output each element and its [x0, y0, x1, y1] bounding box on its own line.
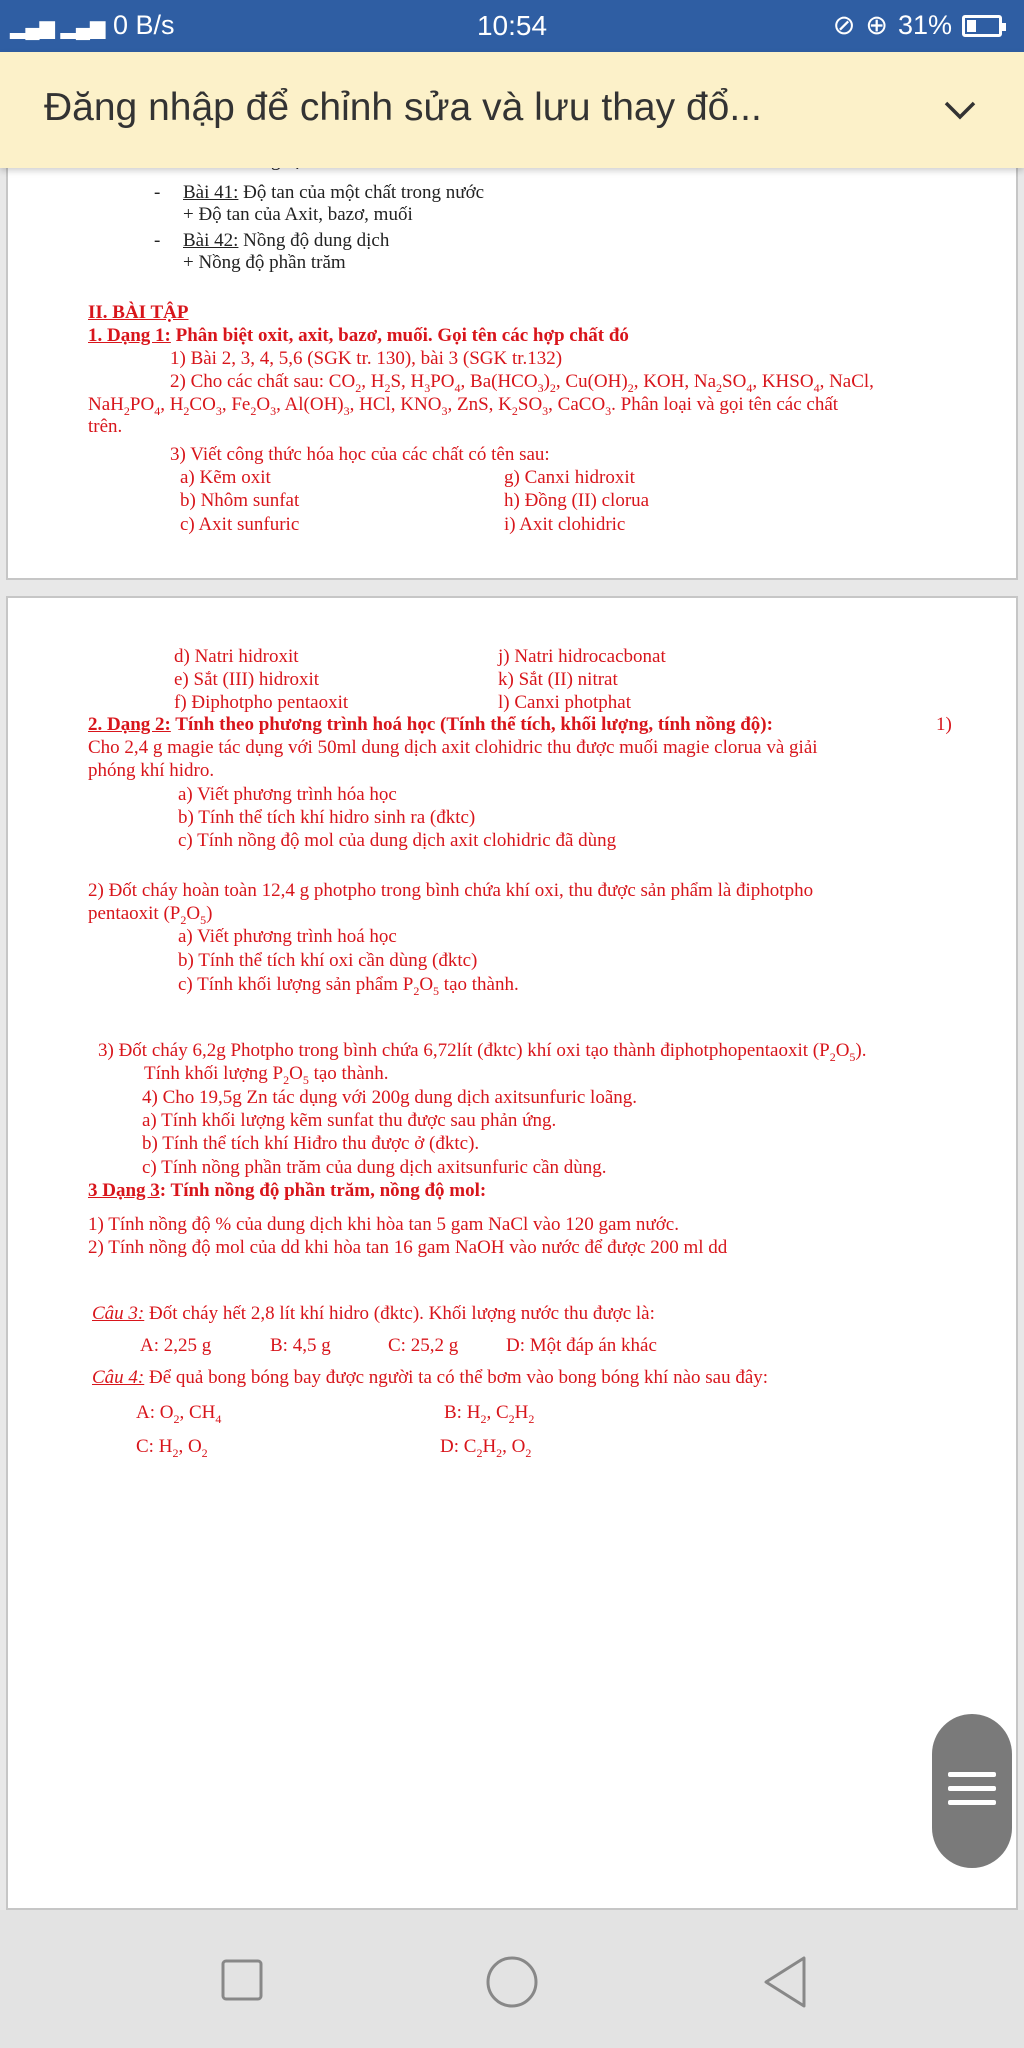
signal-icon: ▂▄▆ ▂▄▆ — [10, 17, 106, 39]
d1-question-2-tail: trên. — [88, 416, 123, 437]
d3-item: 1) Tính nồng độ % của dung dịch khi hòa tan 5 gam NaCl vào 120 gam nước. — [88, 1214, 679, 1235]
section-heading: II. BÀI TẬP — [88, 302, 189, 323]
status-bar — [0, 0, 1024, 52]
d1-question-3: 3) Viết công thức hóa học của các chất có tên sau: — [170, 444, 550, 465]
d2-q2-item-c: c) Tính khối lượng sản phẩm $P_2O_5$ tạo thành. — [178, 974, 519, 998]
d2-q1-item: c) Tính nồng độ mol của dung dịch axit clohidric đã dùng — [178, 830, 617, 851]
navigation-bar — [0, 1910, 1024, 2048]
d2-q2-line2: pentaoxit $(P_2O_5)$ — [88, 903, 213, 927]
d2-q2-line1: 2) Đốt cháy hoàn toàn 12,4 g photpho trong bình chứa khí oxi, thu được sản phẩm là điphotpho — [88, 880, 814, 901]
cau4-option-b: B: $H_2$, $C_2H_2$ — [444, 1402, 535, 1426]
clock: 10:54 — [476, 10, 548, 41]
net-speed: 0 B/s — [112, 10, 175, 40]
dang2-heading: 2. Dạng 2: Tính theo phương trình hoá học (Tính thể tích, khối lượng, tính nồng độ): — [88, 714, 773, 735]
d1-question-1: 1) Bài 2, 3, 4, 5,6 (SGK tr. 130), bài 3 (SGK tr.132) — [170, 348, 563, 369]
d2-q2-item: b) Tính thể tích khí oxi cần dùng (đktc) — [178, 950, 478, 971]
d2-q4-item: b) Tính thể tích khí Hiđro thu được ở (đktc). — [142, 1133, 480, 1154]
menu-line — [948, 1786, 996, 1791]
name-item: c) Axit sunfuric — [180, 514, 300, 535]
cau4-option-d: D: $C_2H_2$, $O_2$ — [440, 1436, 532, 1460]
mute-icon: ⊘ — [832, 10, 856, 40]
name-item: a) Kẽm oxit — [180, 467, 271, 488]
d2-q4: 4) Cho 19,5g Zn tác dụng với 200g dung dịch axitsunfuric loãng. — [142, 1087, 638, 1108]
name-item: b) Nhôm sunfat — [180, 490, 300, 511]
cau4-option-c: C: $H_2$, $O_2$ — [136, 1436, 208, 1460]
name-item: h) Đồng (II) clorua — [504, 490, 650, 511]
name-item: i) Axit clohidric — [504, 514, 626, 535]
d2-q1-line2: phóng khí hidro. — [88, 760, 215, 781]
scroll-handle[interactable] — [932, 1714, 1012, 1868]
document-page-1 — [6, 140, 1018, 580]
name-item: d) Natri hidroxit — [174, 646, 299, 667]
banner-text: Đăng nhập để chỉnh sửa và lưu thay đổ... — [44, 86, 762, 129]
document-page-2 — [6, 596, 1018, 1910]
d2-q1-line1: Cho 2,4 g magie tác dụng với 50ml dung dịch axit clohidric thu được muối magie clorua và giải — [88, 737, 818, 758]
battery-icon — [962, 15, 1002, 37]
d2-q2-item: a) Viết phương trình hoá học — [178, 926, 397, 947]
battery-percent: 31% — [897, 10, 952, 40]
cau3-option-d: D: Một đáp án khác — [506, 1335, 657, 1356]
d2-q1-item: b) Tính thể tích khí hidro sinh ra (đktc) — [178, 807, 476, 828]
d2-q3-line2: Tính khối lượng $P_2O_5$ tạo thành. — [144, 1063, 389, 1087]
bullet-dash: - — [154, 182, 161, 203]
sign-in-banner[interactable] — [0, 52, 1024, 168]
lesson-41: Bài 41: Độ tan của một chất trong nước — [183, 182, 485, 203]
cau3-question: Câu 3: Đốt cháy hết 2,8 lít khí hidro (đktc). Khối lượng nước thu được là: — [92, 1303, 655, 1324]
cau4-option-a: A: $O_2$, $CH_4$ — [136, 1402, 222, 1426]
bullet-dash: - — [154, 230, 161, 251]
name-item: e) Sắt (III) hidroxit — [174, 669, 320, 690]
back-triangle-icon[interactable] — [760, 1954, 810, 2010]
menu-line — [948, 1772, 996, 1777]
d2-q4-item: c) Tính nồng phần trăm của dung dịch axitsunfuric cần dùng. — [142, 1157, 607, 1178]
d2-q1-item: a) Viết phương trình hóa học — [178, 784, 397, 805]
name-item: f) Điphotpho pentaoxit — [174, 692, 349, 713]
lesson-42: Bài 42: Nồng độ dung dịch — [183, 230, 390, 251]
name-item: l) Canxi photphat — [498, 692, 631, 713]
d1-question-2-cont: $NaH_2PO_4$, $H_2CO_3$, $Fe_2O_3$, $Al(OH)_3$, HCl, $KNO_3$, ZnS, $K_2SO_3$, CaCO$_3$. Phân loại và gọi tên các chất — [88, 394, 839, 418]
menu-line — [948, 1800, 996, 1805]
name-item: k) Sắt (II) nitrat — [498, 669, 618, 690]
name-item: g) Canxi hidroxit — [504, 467, 635, 488]
d3-item: 2) Tính nồng độ mol của dd khi hòa tan 16 gam NaOH vào nước để được 200 ml dd — [88, 1237, 728, 1258]
recents-square-icon[interactable] — [220, 1958, 264, 2002]
cau3-option-b: B: 4,5 g — [270, 1335, 331, 1356]
status-icons — [833, 10, 1002, 41]
name-item: j) Natri hidrocacbonat — [498, 646, 666, 667]
d2-q3-line1: 3) Đốt cháy 6,2g Photpho trong bình chứa 6,72lít (đktc) khí oxi tạo thành điphotphopentaoxit $(P_2O_5)$. — [98, 1040, 867, 1064]
cau3-option-a: A: 2,25 g — [140, 1335, 212, 1356]
cau4-question: Câu 4: Để quả bong bóng bay được người ta có thể bơm vào bong bóng khí nào sau đây: — [92, 1367, 769, 1388]
d2-q4-item: a) Tính khối lượng kẽm sunfat thu được sau phản ứng. — [142, 1110, 557, 1131]
d1-question-2: 2) Cho các chất sau: $CO_2$, $H_2S$, $H_3PO_4$, $Ba(HCO_3)_2$, $Cu(OH)_2$, KOH, $Na_2SO_4$, $KHSO_4$, NaCl, — [170, 371, 874, 395]
home-circle-icon[interactable] — [484, 1954, 540, 2010]
dang2-number: 1) — [936, 714, 952, 735]
lock-rotation-icon: ⊕ — [865, 10, 888, 40]
cau3-option-c: C: 25,2 g — [388, 1335, 459, 1356]
chevron-down-icon[interactable] — [940, 90, 980, 130]
dang3-heading: 3 Dạng 3: Tính nồng độ phần trăm, nồng độ mol: — [88, 1180, 487, 1201]
lesson-41-sub: + Độ tan của Axit, bazơ, muối — [183, 204, 413, 225]
lesson-42-sub: + Nồng độ phần trăm — [183, 252, 346, 273]
dang1-heading: 1. Dạng 1: Phân biệt oxit, axit, bazơ, muối. Gọi tên các hợp chất đó — [88, 325, 629, 346]
